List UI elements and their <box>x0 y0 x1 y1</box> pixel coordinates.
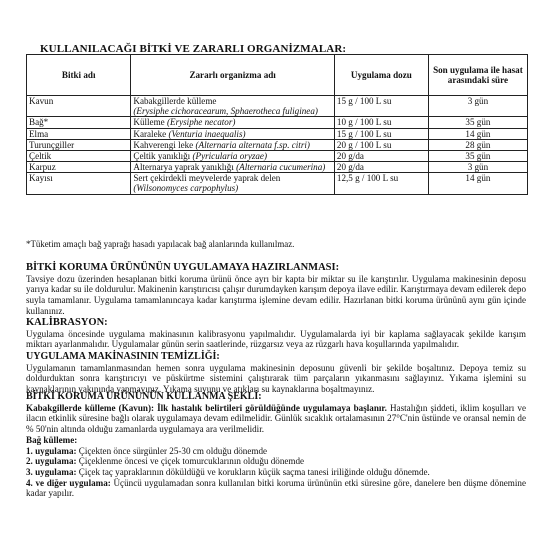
cell-phi: 14 gün <box>428 173 527 194</box>
table-row <box>27 117 528 128</box>
cell-dose: 15 g / 100 L su <box>334 128 428 139</box>
calibration-text: Uygulama öncesinde uygulama makinasının kalibrasyonu yapılmalıdır. Uygulamalarda iyi bir kaplama sağlayacak şekilde karışım miktarı ayarlanmalıdır. Uygulamalar günün serin saatlerinde, rüzgarsız veya az rüzgarlı hava koşullarında yapılmalıdır. <box>26 328 526 350</box>
application-label: 3. uygulama: <box>26 466 77 477</box>
pest-name: Kabakgillerde külleme <box>133 96 217 106</box>
application-text: Üçüncü uygulamadan sonra kullanılan bitki koruma ürününün etki süresine göre, danelere ben düşme dönemine kadar yapılır. <box>26 477 526 499</box>
table-footnote: *Tüketim amaçlı bağ yaprağı hasadı yapılacak bağ alanlarında kullanılmaz. <box>26 239 295 249</box>
cell-pest <box>131 173 335 194</box>
pest-scientific-name: (Erysiphe cichoracearum, Sphaerotheca fuliginea) <box>133 106 318 117</box>
cleaning-section <box>26 352 526 395</box>
cell-dose: 12,5 g / 100 L su <box>334 173 428 194</box>
header-dose: Uygulama dozu <box>334 55 428 96</box>
cell-phi: 3 gün <box>428 96 527 117</box>
section-title: KULLANILACAĞI BİTKİ VE ZARARLI ORGANİZMALAR: <box>40 43 347 55</box>
application-label: 1. uygulama: <box>26 445 77 456</box>
header-plant: Bitki adı <box>27 55 131 96</box>
pest-name: Sert çekirdekli meyvelerde yaprak delen <box>133 173 281 184</box>
pest-scientific-name: (Pyricularia oryzae) <box>192 150 267 161</box>
cell-pest <box>131 162 335 173</box>
cell-dose: 15 g / 100 L su <box>334 96 428 117</box>
application-text: Çiçeklenme öncesi ve çiçek tomurcuklarının olduğu dönemde <box>76 456 305 467</box>
usage-section <box>26 392 526 499</box>
cell-pest <box>131 139 335 150</box>
cell-plant: Karpuz <box>27 162 131 173</box>
crop-pest-table <box>26 54 528 195</box>
table-row <box>27 150 528 161</box>
application-text: Çiçekten önce sürgünler 25-30 cm olduğu dönemde <box>76 445 268 456</box>
usage-application <box>26 446 526 457</box>
cell-pest <box>131 128 335 139</box>
usage-bag-heading: Bağ külleme: <box>26 434 78 445</box>
table-header-row <box>27 55 528 96</box>
cell-phi: 28 gün <box>428 139 527 150</box>
pest-scientific-name: (Alternaria alternata f.sp. citri) <box>195 139 310 150</box>
table-row <box>27 96 528 117</box>
application-text: Çiçek taç yapraklarının döküldüğü ve korukların küçük saçma tanesi iriliğinde olduğu dönemde. <box>76 466 430 477</box>
cell-dose: 20 g / 100 L su <box>334 139 428 150</box>
cell-plant: Bağ* <box>27 117 131 128</box>
calibration-heading: KALİBRASYON: <box>26 317 108 328</box>
cell-plant: Kavun <box>27 96 131 117</box>
cell-plant: Çeltik <box>27 150 131 161</box>
usage-kavun-text: Hastalığın şiddeti, iklim koşulları ve ilacın etkinlik süresine bağlı olarak uygulamaya devam edilmelidir. Günlük sıcaklık ortalamasının 27°C'nin üstünde ve oransal nemin de % 50'nin altında olduğu zamanlarda uygulamaya ara verilmelidir. <box>26 402 526 435</box>
usage-kavun <box>26 403 526 435</box>
application-label: 2. uygulama: <box>26 456 77 467</box>
pest-name: Karaleke <box>133 128 167 139</box>
table-row <box>27 139 528 150</box>
usage-application <box>26 456 526 467</box>
calibration-section <box>26 318 526 350</box>
cell-pest <box>131 117 335 128</box>
usage-application <box>26 467 526 478</box>
pest-name: Çeltik yanıklığı <box>133 150 191 161</box>
pest-scientific-name: (Alternaria cucumerina) <box>236 162 326 173</box>
table-row <box>27 173 528 194</box>
cell-dose: 20 g/da <box>334 162 428 173</box>
cell-dose: 20 g/da <box>334 150 428 161</box>
pest-scientific-name: (Venturia inaequalis) <box>168 128 246 139</box>
cell-dose: 10 g / 100 L su <box>334 117 428 128</box>
cleaning-text: Uygulamanın tamamlanmasından hemen sonra uygulama makinesinin deposunu güvenli bir şekilde boşaltınız. Depoya temiz su doldurduktan sonra karıştırıcıyı ve püskürtme sistemini çalıştırarak tüm parçaların yıkanmasını sağlayınız. Yıkama işlemini su kaynaklarının yakınında yapmayınız. Yıkama suyunu ve atıkları su kaynaklarına boşaltmayınız. <box>26 362 526 395</box>
pest-name: Alternarya yaprak yanıklığı <box>133 162 234 173</box>
pest-scientific-name: (Erysiphe necator) <box>166 117 236 128</box>
preparation-section <box>26 263 526 317</box>
pest-name: Kahverengi leke <box>133 139 194 150</box>
preparation-text: Tavsiye dozu üzerinden hesaplanan bitki koruma ürünü önce ayrı bir kapta bir miktar su ile karıştırılır. Uygulama makinesinin deposu yarıya kadar su ile doldurulur. Makinenin karıştırıcısı çalışır durumdayken karışım depoya ilave edilir. Karıştırmaya devam edilerek depo suyla tamamlanır. Uygulama tamamlanıncaya kadar karıştırma işlemine devam edilir. Hazırlanan bitki koruma ürününü aynı gün içinde kullanınız. <box>26 273 527 316</box>
cell-plant: Elma <box>27 128 131 139</box>
pest-name: Külleme <box>133 117 165 128</box>
usage-application <box>26 478 526 499</box>
usage-kavun-lead: Kabakgillerde külleme (Kavun): İlk hastalık belirtileri görüldüğünde uygulamaya başlanır. <box>26 402 387 413</box>
preparation-heading: BİTKİ KORUMA ÜRÜNÜNÜN UYGULAMAYA HAZIRLANMASI: <box>26 262 340 273</box>
table-row <box>27 162 528 173</box>
header-phi: Son uygulama ile hasat arasındaki süre <box>428 55 527 96</box>
cell-plant: Turunçgiller <box>27 139 131 150</box>
header-pest: Zararlı organizma adı <box>131 55 335 96</box>
cell-pest <box>131 96 335 117</box>
table-row <box>27 128 528 139</box>
cell-plant: Kayısı <box>27 173 131 194</box>
cell-pest <box>131 150 335 161</box>
cell-phi: 35 gün <box>428 117 527 128</box>
cleaning-heading: UYGULAMA MAKİNASININ TEMİZLİĞİ: <box>26 351 220 362</box>
usage-heading: BİTKİ KORUMA ÜRÜNÜNÜN KULLANMA ŞEKLİ: <box>26 391 262 402</box>
cell-phi: 35 gün <box>428 150 527 161</box>
cell-phi: 14 gün <box>428 128 527 139</box>
pest-scientific-name: (Wilsonomyces carpophylus) <box>133 183 239 194</box>
cell-phi: 3 gün <box>428 162 527 173</box>
application-label: 4. ve diğer uygulama: <box>26 477 111 488</box>
